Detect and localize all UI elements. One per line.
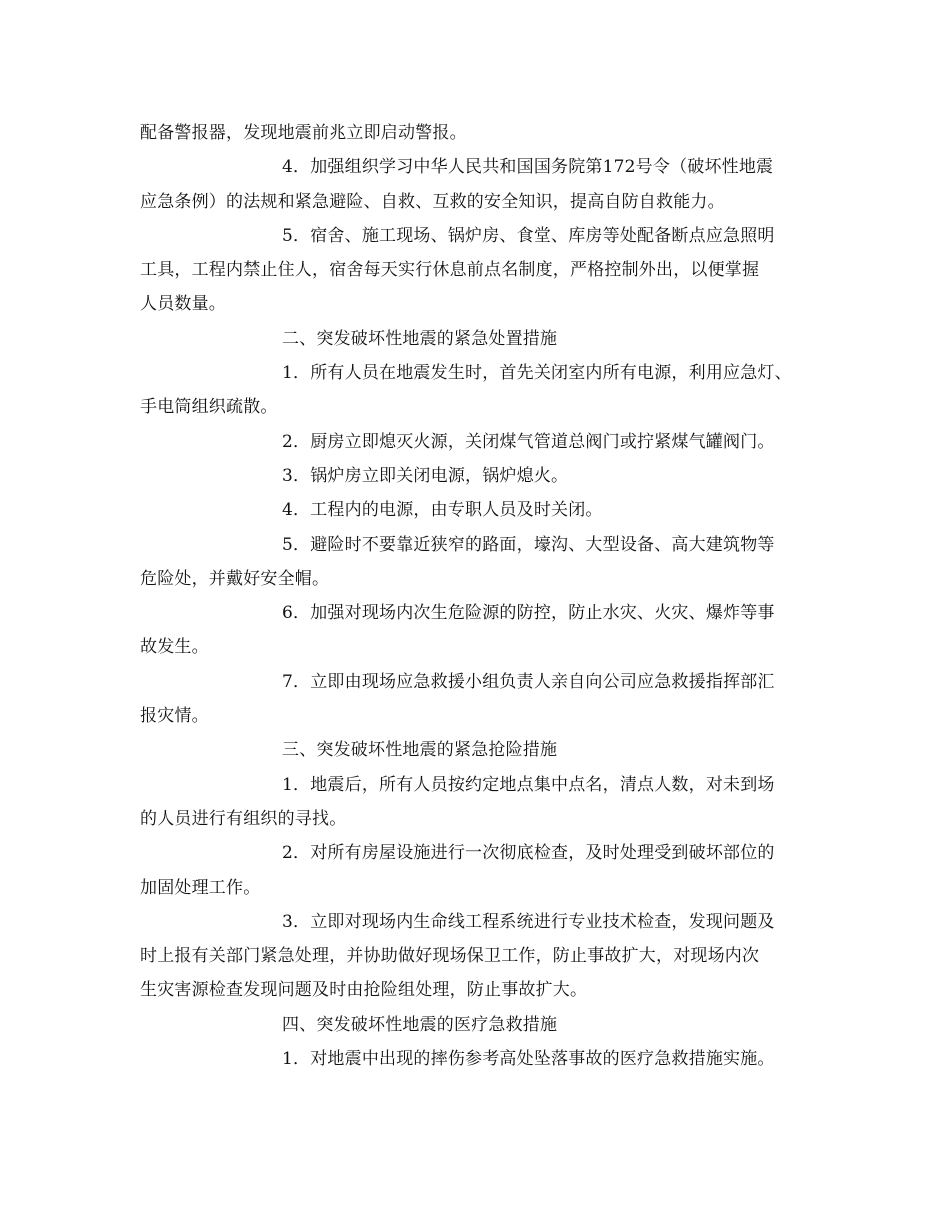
text-line: 手电筒组织疏散。 xyxy=(140,397,278,418)
section-heading: 四、突发破坏性地震的医疗急救措施 xyxy=(282,1014,558,1035)
text-line: 5．宿舍、施工现场、锅炉房、食堂、库房等处配备断点应急照明 xyxy=(282,225,775,246)
text-line: 工具，工程内禁止住人，宿舍每天实行休息前点名制度，严格控制外出，以便掌握 xyxy=(140,260,760,281)
text-line: 1．对地震中出现的摔伤参考高处坠落事故的医疗急救措施实施。 xyxy=(282,1049,775,1070)
text-line: 1．所有人员在地震发生时，首先关闭室内所有电源，利用应急灯、 xyxy=(282,363,792,384)
text-line: 应急条例）的法规和紧急避险、自救、互救的安全知识，提高自防自救能力。 xyxy=(140,191,725,212)
text-line: 7．立即由现场应急救援小组负责人亲自向公司应急救援指挥部汇 xyxy=(282,671,775,692)
text-line: 时上报有关部门紧急处理，并协助做好现场保卫工作，防止事故扩大，对现场内次 xyxy=(140,946,760,967)
section-heading: 二、突发破坏性地震的紧急处置措施 xyxy=(282,328,558,349)
section-heading: 三、突发破坏性地震的紧急抢险措施 xyxy=(282,740,558,761)
document-body xyxy=(140,116,815,1076)
text-line: 2．对所有房屋设施进行一次彻底检查，及时处理受到破坏部位的 xyxy=(282,843,775,864)
text-line: 1．地震后，所有人员按约定地点集中点名，清点人数，对未到场 xyxy=(282,774,775,795)
text-line: 6．加强对现场内次生危险源的防控，防止水灾、火灾、爆炸等事 xyxy=(282,603,775,624)
text-line: 3．立即对现场内生命线工程系统进行专业技术检查，发现问题及 xyxy=(282,911,775,932)
text-line: 故发生。 xyxy=(140,637,209,658)
text-line: 4．加强组织学习中华人民共和国国务院第172号令（破坏性地震 xyxy=(282,157,774,178)
text-line: 生灾害源检查发现问题及时由抢险组处理，防止事故扩大。 xyxy=(140,980,588,1001)
text-line: 人员数量。 xyxy=(140,294,226,315)
text-line: 配备警报器，发现地震前兆立即启动警报。 xyxy=(140,123,467,143)
text-line: 2．厨房立即熄灭火源，关闭煤气管道总阀门或拧紧煤气罐阀门。 xyxy=(282,431,775,452)
text-line: 4．工程内的电源，由专职人员及时关闭。 xyxy=(282,500,603,521)
text-line: 的人员进行有组织的寻找。 xyxy=(140,808,347,829)
text-line: 报灾情。 xyxy=(140,706,209,727)
text-line: 3．锅炉房立即关闭电源，锅炉熄火。 xyxy=(282,465,569,486)
text-line: 危险处，并戴好安全帽。 xyxy=(140,568,330,589)
text-line: 加固处理工作。 xyxy=(140,877,261,898)
text-line: 5．避险时不要靠近狭窄的路面，壕沟、大型设备、高大建筑物等 xyxy=(282,534,775,555)
